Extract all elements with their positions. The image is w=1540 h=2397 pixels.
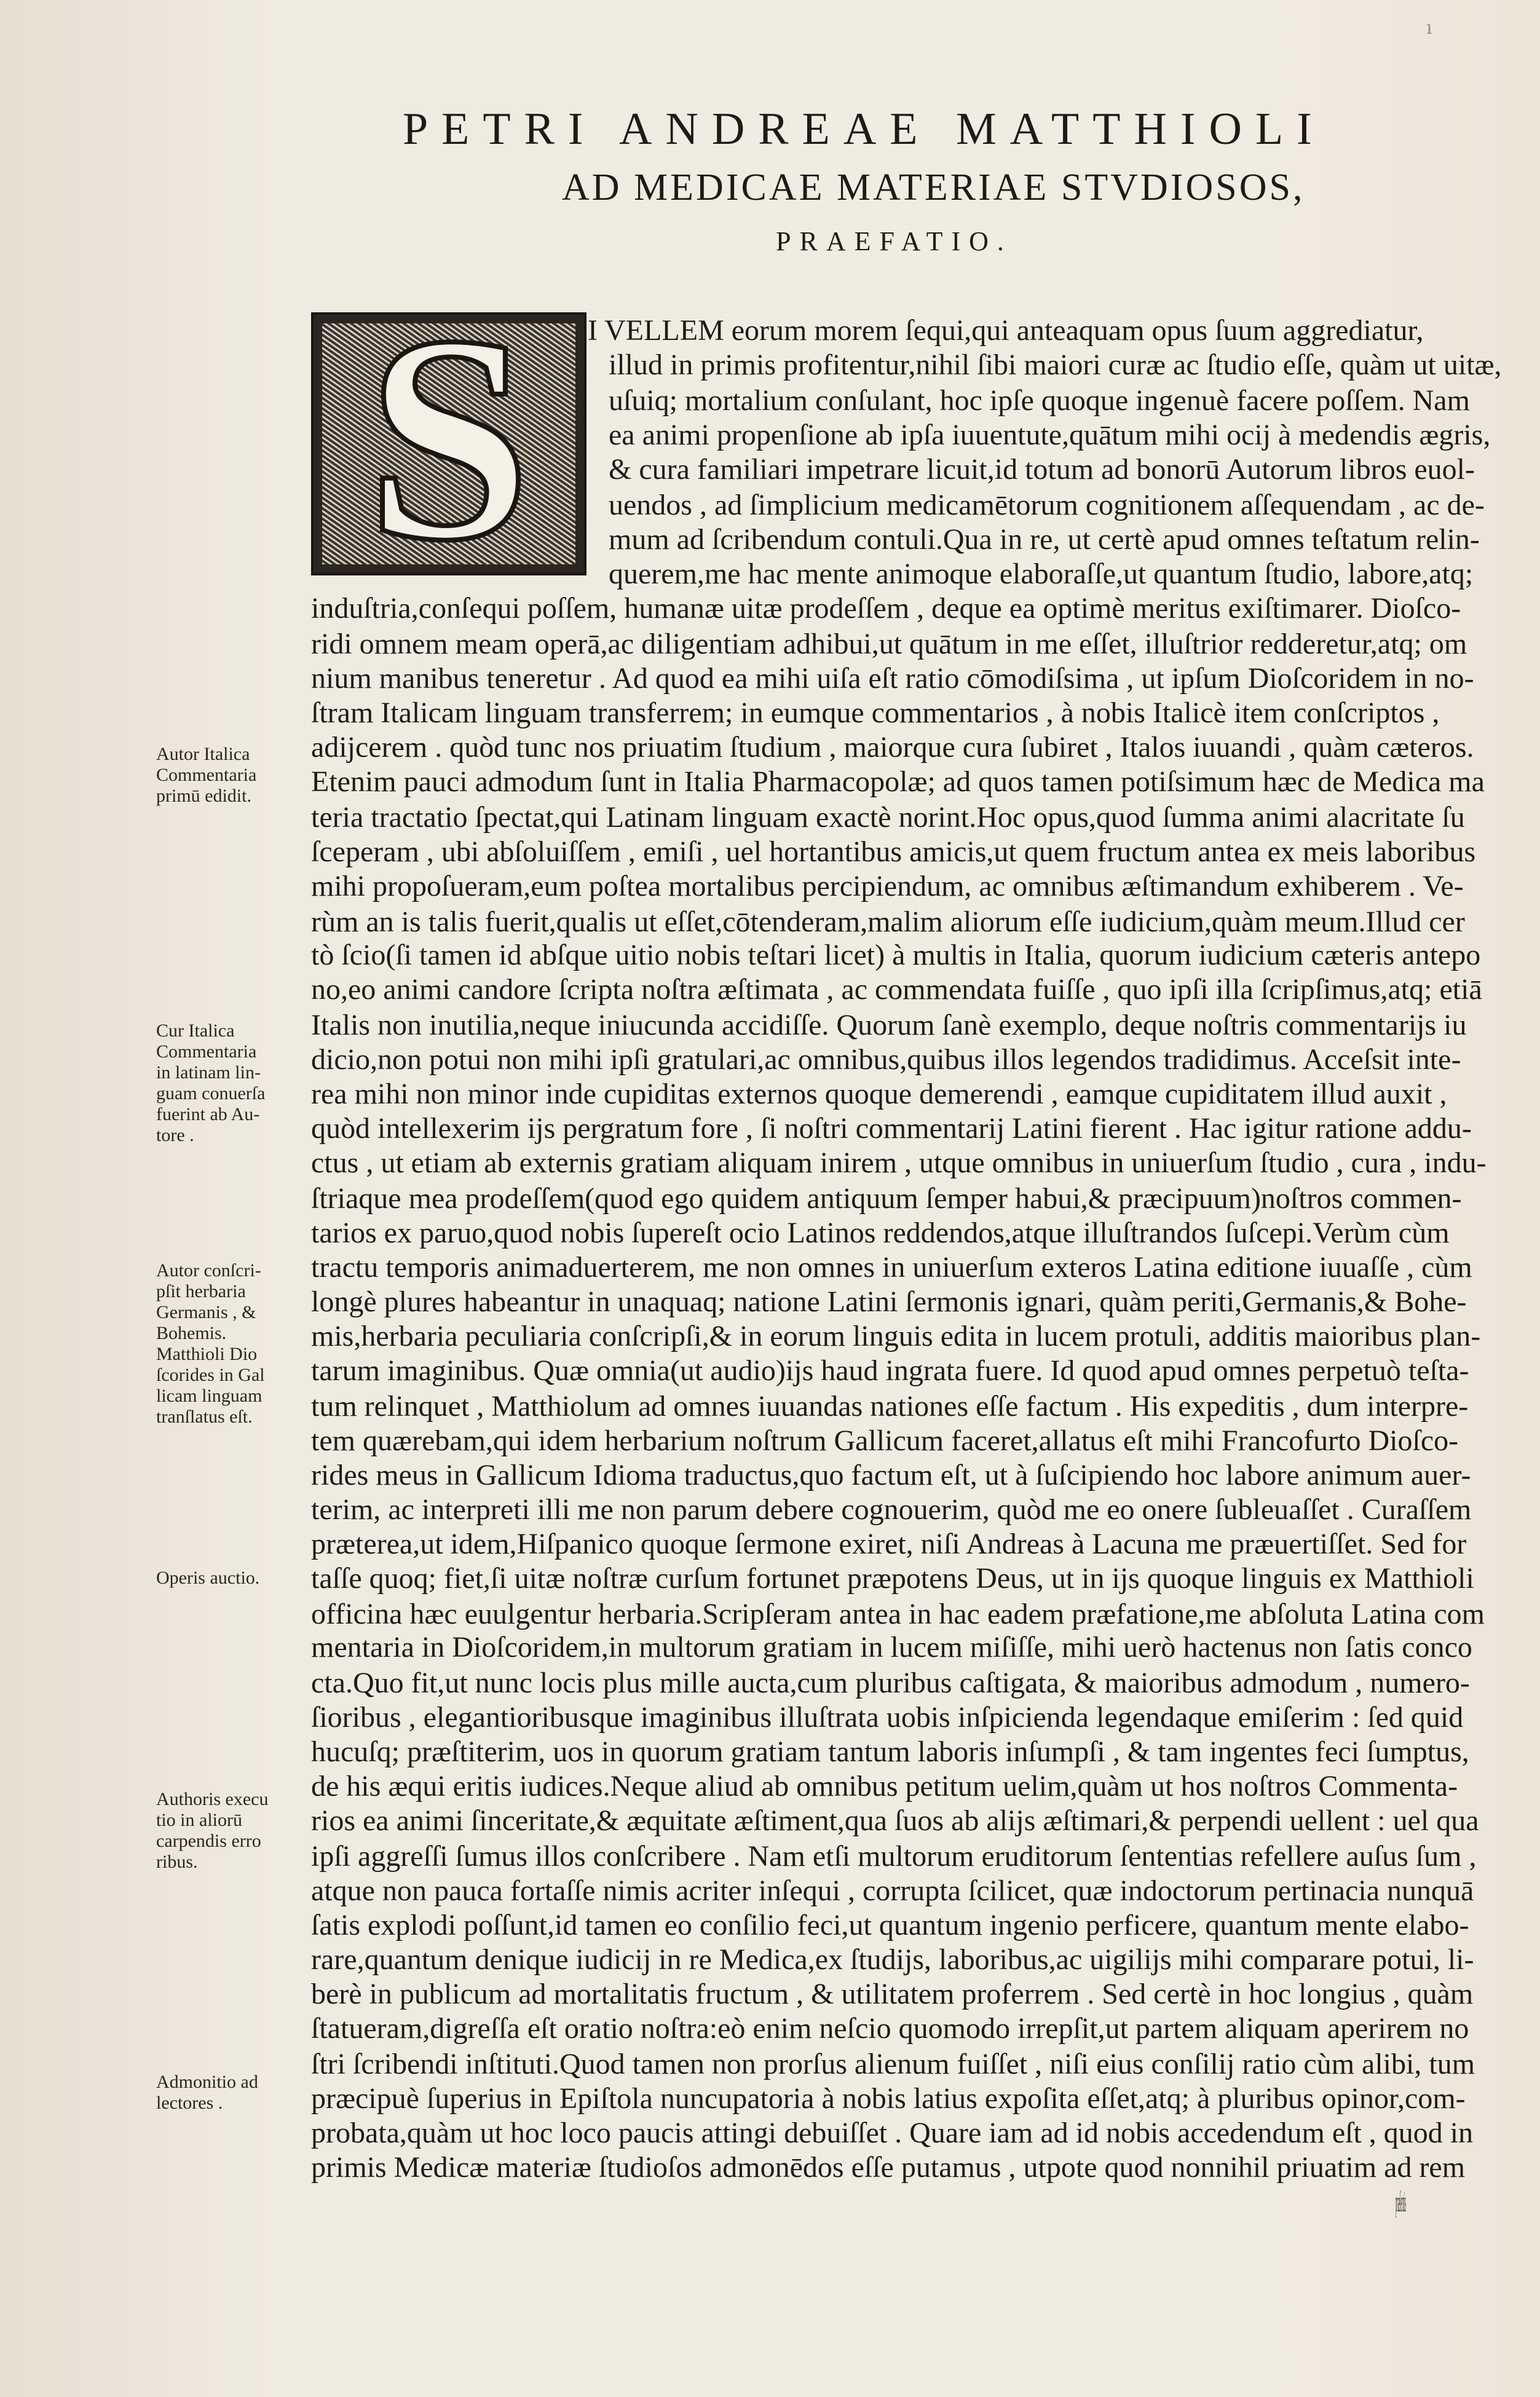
margin-note-line: tio in aliorū bbox=[156, 1810, 242, 1830]
text-line: longè plures habeantur in unaquaq; natione Latini ſermonis ignari, quàm periti,Germanis,& Bohe- bbox=[311, 1285, 1467, 1318]
text-line: præcipuè ſuperius in Epiſtola nuncupatoria à nobis latius expoſita eſſet,atq; à pluribus opinor,com- bbox=[311, 2082, 1466, 2115]
text-line: de his æqui eritis iudices.Neque aliud ab omnibus petitum uelim,quàm ut hos noſtros Commenta- bbox=[311, 1770, 1458, 1803]
text-line: mihi propoſueram,eum poſtea mortalibus percipiendum, ac omnibus æſtimandum exhiberem . Ve- bbox=[311, 870, 1464, 902]
text-line: tractu temporis animaduerterem, me non omnes in uniuerſum exteros Latina editione iuuaſſe , cùm bbox=[311, 1251, 1472, 1284]
text-line: berè in publicum ad mortalitatis fructum , & utilitatem proferrem . Sed certè in hoc longius , quàm bbox=[311, 1978, 1474, 2010]
margin-note-line: Autor Italica bbox=[156, 744, 250, 764]
text-line: ea animi propenſione ab ipſa iuuentute,quātum mihi ocij à medendis ægris, bbox=[609, 419, 1491, 451]
text-line: mum ad ſcribendum contuli.Qua in re, ut certè apud omnes teſtatum relin- bbox=[609, 523, 1480, 556]
text-line: mis,herbaria peculiaria conſcripſi,& in eorum linguis edita in lucem protuli, additis maioribus plan- bbox=[311, 1320, 1481, 1353]
text-line: primis Medicæ materiæ ſtudioſos admonēdos eſſe putamus , utpote quod nonnihil priuatim ad rem bbox=[311, 2151, 1466, 2184]
text-line: tarios ex paruo,quod nobis ſupereſt ocio Latinos reddendos,atque illuſtrandos ſuſcepi.Verùm cùm bbox=[311, 1217, 1450, 1249]
text-line: ſceperam , ubi abſoluiſſem , emiſi , uel hortantibus amicis,ut quem fructum antea ex meis laboribus bbox=[311, 835, 1476, 868]
text-line: induſtria,conſequi poſſem, humanæ uitæ prodeſſem , deque ea optimè meritus exiſtimarer. Dioſco- bbox=[311, 592, 1461, 625]
margin-note-line: tranſlatus eſt. bbox=[156, 1407, 253, 1427]
text-line: rare,quantum denique iudicij in re Medica,ex ſtudijs, laboribus,ac uigilijs mihi comparare potui, li- bbox=[311, 1943, 1474, 1976]
text-line: cta.Quo fit,ut nunc locis plus mille aucta,cum pluribus caſtigata, & maioribus admodum , numero- bbox=[311, 1667, 1470, 1699]
text-line: ſioribus , elegantioribusque imaginibus illuſtrata uobis inſpicienda legendaque emiſerim : ſed quid bbox=[311, 1701, 1464, 1734]
text-line: adijcerem . quòd tunc nos priuatim ſtudium , maiorque cura ſubiret , Italos iuuandi , quàm cæteros. bbox=[311, 731, 1474, 764]
margin-note-line: Operis auctio. bbox=[156, 1568, 260, 1588]
text-line: nium manibus teneretur . Ad quod ea mihi uiſa eſt ratio cōmodiſsima , ut ipſum Dioſcoridem in no- bbox=[311, 662, 1474, 695]
text-line: illud in primis profitentur,nihil ſibi maiori curæ ac ſtudio eſſe, quàm ut uitæ, bbox=[609, 349, 1502, 381]
text-line: rea mihi non minor inde cupiditas externos quoque demerendi , eamque cupiditatem illud auxit , bbox=[311, 1078, 1447, 1110]
margin-note-line: primū edidit. bbox=[156, 786, 251, 806]
margin-note-line: lectores . bbox=[156, 2093, 223, 2113]
text-line: Etenim pauci admodum ſunt in Italia Pharmacopolæ; ad quos tamen potiſsimum hæc de Medica ma bbox=[311, 765, 1485, 798]
margin-note bbox=[156, 1568, 304, 1589]
text-line: ſtri ſcribendi inſtituti.Quod tamen non prorſus alienum fuiſſet , niſi eius conſilij ratio cùm alibi, tum bbox=[311, 2048, 1475, 2080]
drop-cap-letter: S bbox=[366, 312, 531, 575]
text-line: ctus , ut etiam ab externis gratiam aliquam inirem , utque omnibus in uniuerſum ſtudio , cura , indu- bbox=[311, 1147, 1487, 1179]
margin-note-line: in latinam lin- bbox=[156, 1062, 261, 1083]
text-line: ſtatueram,digreſſa eſt oratio noſtra:eò enim neſcio quomodo irrepſit,ut partem aliquam aperirem no bbox=[311, 2012, 1469, 2045]
text-line: teria tractatio ſpectat,qui Latinam linguam exactè norint.Hoc opus,quod ſumma animi alacritate ſu bbox=[311, 801, 1465, 834]
text-line: tò ſcio(ſi tamen id abſque uitio nobis teſtari licet) à multis in Italia, quorum iudicium cæteris antepo bbox=[311, 939, 1481, 971]
margin-note bbox=[156, 1021, 304, 1146]
subtitle-heading: AD MEDICAE MATERIAE STVDIOSOS, bbox=[562, 167, 1305, 208]
author-heading: PETRI ANDREAE MATTHIOLI bbox=[403, 104, 1325, 154]
text-line: no,eo animi candore ſcripta noſtra æſtimata , ac commendata fuiſſe , quo ipſi illa ſcripſimus,atq; etiā bbox=[311, 973, 1482, 1006]
text-line: ridi omnem meam operā,ac diligentiam adhibui,ut quātum in me eſſet, illuſtrior redderetur,atq; om bbox=[311, 628, 1467, 660]
text-line: uendos , ad ſimplicium medicamētorum cognitionem aſſequendam , ac de- bbox=[609, 489, 1485, 521]
margin-note-line: Germanis , & bbox=[156, 1302, 256, 1322]
text-line: tarum imaginibus. Quæ omnia(ut audio)ijs haud ingrata fuere. Id quod apud omnes perpetuò teſta- bbox=[311, 1354, 1469, 1387]
margin-note-line: pſit herbaria bbox=[156, 1281, 246, 1301]
text-line: præſentis bbox=[1396, 2186, 1407, 2218]
margin-note-line: fuerint ab Au- bbox=[156, 1104, 260, 1124]
text-line: terim, ac interpreti illi me non parum debere cognouerim, quòd me eo onere ſubleuaſſet . Curaſſem bbox=[311, 1493, 1472, 1526]
praefatio-heading: PRAEFATIO. bbox=[776, 226, 1013, 256]
margin-note-line: Autor conſcri- bbox=[156, 1260, 261, 1281]
text-line: ipſi aggreſſi ſumus illos conſcribere . Nam etſi multorum eruditorum ſententias refellere auſus ſum , bbox=[311, 1840, 1477, 1873]
text-line: quòd intellexerim ijs pergratum fore , ſi noſtri commentarij Latini fierent . Hac igitur ratione addu- bbox=[311, 1112, 1472, 1145]
text-line: hucuſq; præſtiterim, uos in quorum gratiam tantum laboris inſumpſi , & tam ingentes feci ſumptus, bbox=[311, 1736, 1469, 1768]
text-line: querem,me hac mente animoque elaboraſſe,ut quantum ſtudio, labore,atq; bbox=[609, 558, 1474, 590]
text-line: officina hæc euulgentur herbaria.Scripſeram antea in hac eadem præfatione,me abſoluta Latina com bbox=[311, 1598, 1485, 1630]
text-line: & cura familiari impetrare licuit,id totum ad bonorū Autorum libros euol- bbox=[609, 453, 1475, 486]
margin-note-line: guam conuerſa bbox=[156, 1083, 266, 1104]
margin-note-line: Commentaria bbox=[156, 765, 257, 785]
margin-note-line: tore . bbox=[156, 1125, 194, 1145]
text-line: I VELLEM eorum morem ſequi,qui anteaquam opus ſuum aggrediatur, bbox=[588, 314, 1424, 347]
text-line: ſatis explodi poſſunt,id tamen eo conſilio feci,ut quantum ingenio perficere, quantum mente elabo- bbox=[311, 1909, 1469, 1941]
page-mark: ı bbox=[1426, 17, 1432, 39]
margin-note-line: Matthioli Dio bbox=[156, 1344, 258, 1364]
margin-note-line: ſcorides in Gal bbox=[156, 1365, 265, 1385]
margin-note bbox=[156, 1260, 304, 1428]
text-line: probata,quàm ut hoc loco paucis attingi debuiſſet . Quare iam ad id nobis accedendum eſt , quod in bbox=[311, 2117, 1474, 2149]
margin-note-line: ribus. bbox=[156, 1852, 198, 1872]
margin-note-line: Commentaria bbox=[156, 1041, 257, 1062]
text-line: ſtram Italicam linguam transferrem; in eumque commentarios , à nobis Italicè item conſcriptos , bbox=[311, 697, 1440, 729]
margin-note-line: Bohemis. bbox=[156, 1323, 227, 1343]
margin-note-line: Authoris execu bbox=[156, 1789, 269, 1809]
text-line: tum relinquet , Matthiolum ad omnes iuuandas nationes eſſe factum . His expeditis , dum interpre- bbox=[311, 1390, 1469, 1423]
text-line: dicio,non potui non mihi ipſi gratulari,ac omnibus,quibus illos legendos tradidimus. Acceſsit inte- bbox=[311, 1043, 1461, 1076]
text-line: tem quærebam,qui idem herbarium noſtrum Gallicum faceret,allatus eſt mihi Francofurto Dioſco- bbox=[311, 1424, 1459, 1457]
text-line: præterea,ut idem,Hiſpanico quoque ſermone exiret, niſi Andreas à Lacuna me præuertiſſet. Sed for bbox=[311, 1528, 1467, 1560]
margin-note-line: carpendis erro bbox=[156, 1831, 261, 1851]
margin-note bbox=[156, 2072, 304, 2114]
text-line: taſſe quoq; fiet,ſi uitæ noſtræ curſum fortunet præpotens Deus, ut in ijs quoque linguis ex Matthioli bbox=[311, 1562, 1474, 1595]
text-line: uſuiq; mortalium conſulant, hoc ipſe quoque ingenuè facere poſſem. Nam bbox=[609, 384, 1470, 417]
text-line: Italis non inutilia,neque iniucunda accidiſſe. Quorum ſanè exemplo, deque noſtris commentarijs iu bbox=[311, 1009, 1467, 1041]
margin-note bbox=[156, 744, 304, 807]
margin-note bbox=[156, 1789, 304, 1873]
text-line: rios ea animi ſinceritate,& æquitate æſtiment,qua ſuos ab alijs æſtimari,& perpendi uellent : uel qua bbox=[311, 1804, 1479, 1837]
text-line: atque non pauca fortaſſe nimis acriter inſequi , corrupta ſcilicet, quæ indoctorum pertinacia nunquā bbox=[311, 1874, 1474, 1907]
text-line: mentaria in Dioſcoridem,in multorum gratiam in lucem miſiſſe, mihi uerò hactenus non ſatis conco bbox=[311, 1631, 1472, 1664]
text-line: rùm an is talis fuerit,qualis ut eſſet,cōtenderam,malim aliorum eſſe iudicium,quàm meum.Illud cer bbox=[311, 906, 1465, 938]
text-line: rides meus in Gallicum Idioma traductus,quo factum eſt, ut à ſuſcipiendo hoc labore animum auer- bbox=[311, 1459, 1471, 1491]
margin-note-line: Admonitio ad bbox=[156, 2072, 258, 2092]
text-line: ſtriaque mea prodeſſem(quod ego quidem antiquum ſemper habui,& præcipuum)noſtros commen- bbox=[311, 1182, 1462, 1215]
margin-note-line: licam linguam bbox=[156, 1386, 263, 1406]
margin-note-line: Cur Italica bbox=[156, 1021, 235, 1041]
decorated-initial bbox=[311, 312, 586, 575]
